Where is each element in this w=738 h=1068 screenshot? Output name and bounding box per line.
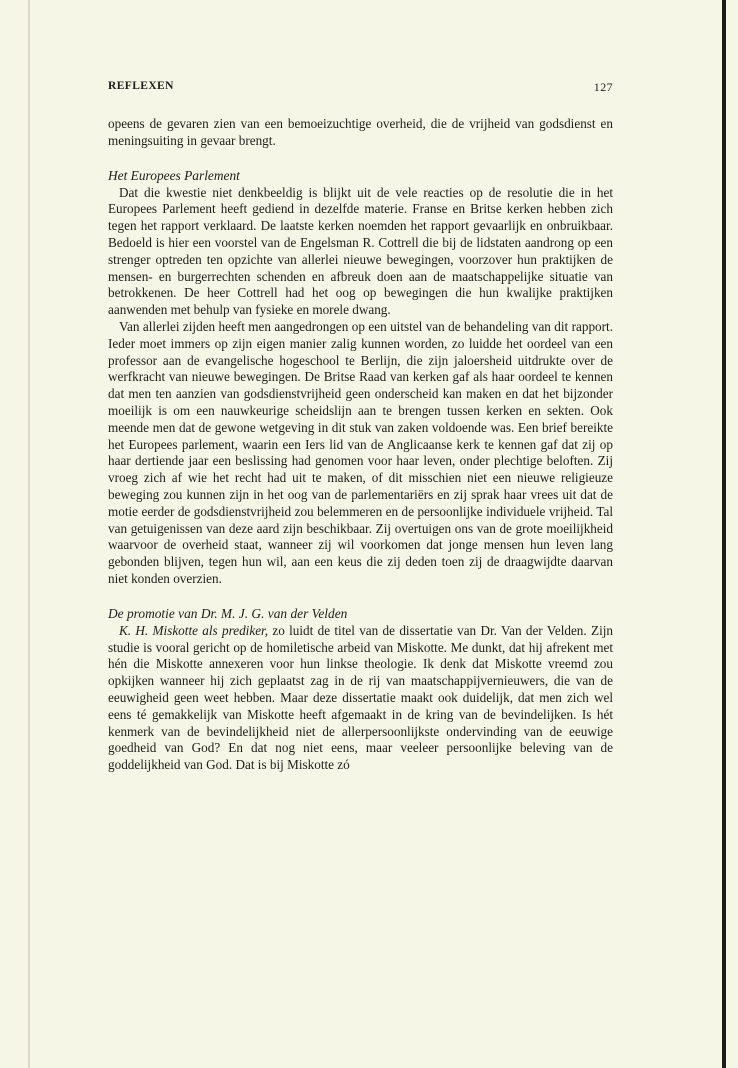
running-title: REFLEXEN [108,80,174,92]
running-header [108,62,613,92]
paragraph-continuation: opeens de gevaren zien van een bemoeizuchtige overheid, die de vrijheid van godsdienst en meningsuiting in gevaar brengt. [108,116,613,148]
section-heading-europees-parlement: Het Europees Parlement [108,167,240,183]
page-edge-left [28,0,30,1068]
section-heading-promotie: De promotie van Dr. M. J. G. van der Velden [108,605,348,621]
page-number: 127 [593,80,613,94]
paragraph: Van allerlei zijden heeft men aangedrongen op een uitstel van de behandeling van dit rapport. Ieder moet immers op zijn eigen manier zalig kunnen worden, zo luidde het oordeel van een professor aan de evangelische hogeschool te Berlijn, die zijn jaloersheid uitdrukte over de werfkracht van nieuwe bewegingen. De Britse Raad van kerken gaf als haar oordeel te kennen dat men ten aanzien van godsdienstvrijheid geen onderscheid kan maken en dat het bijzonder moeilijk is om een nauwkeurige scheidslijn aan te brengen tussen kerken en sekten. Ook meende men dat de gewone wetgeving in dit stuk van zaken voldoende was. Een brief bereikte het Europees parlement, waarin een Iers lid van de Anglicaanse kerk te kennen gaf dat zij op haar dertiende jaar een beslissing had genomen voor haar leven, onder plechtige beloften. Zij vroeg zich af wie het recht had uit te maken, of dit misschien niet een nieuwe religieuze beweging zou kunnen zijn in het oog van de parlementariërs en zij sprak haar vrees uit dat de motie eerder de godsdienstvrijheid zou belemmeren en de persoonlijke individuele vrijheid. Tal van getuigenissen van deze aard zijn beschikbaar. Zij overtuigen ons van de grote moeilijkheid waarvoor de overheid staat, wanneer zij wil voorkomen dat jonge mensen hun leven lang gebonden blijven, tegen hun wil, aan een keus die zij deden toen zij de draagwijdte daarvan niet konden overzien. [108,318,613,586]
dissertation-title: K. H. Miskotte als prediker, [119,622,269,638]
paragraph [108,623,613,774]
book-page [108,62,613,774]
paragraph-text: zo luidt de titel van de dissertatie van Dr. Van der Velden. Zijn studie is vooral gericht op de homiletische arbeid van Miskotte. Me dunkt, dat hij afrekent met hén die Miskotte annexeren voor hun linkse theologie. Ik denk dat Miskotte vreemd zou opkijken wanneer hij zich geplaatst zag in de rij van maatschappijvernieuwers, die van de eeuwigheid geen weet hebben. Maar deze dissertatie maakt ook duidelijk, dat men zich wel eens té gemakkelijk van Miskotte heeft afgemaakt in de kring van de bevindelijken. Is hét kenmerk van de bevindelijkheid niet de allerpersoonlijkste ondervinding van de eeuwige goedheid van God? En dat nog niet eens, maar veeleer persoonlijke beleving van de goddelijkheid van God. Dat is bij Miskotte zó [108,622,613,773]
page-edge-right [722,0,726,1068]
page-content [108,116,613,774]
paragraph: Dat die kwestie niet denkbeeldig is blijkt uit de vele reacties op de resolutie die in het Europees Parlement heeft gediend in dezelfde materie. Franse en Britse kerken hebben zich tegen het rapport verklaard. De laatste kerken noemden het rapport gevaarlijk en onbruikbaar. Bedoeld is hier een voorstel van de Engelsman R. Cottrell die bij de lidstaten aandrong op een strenger optreden ten opzichte van allerlei nieuwe bewegingen, voorzover hun praktijken de mensen- en burgerrechten schenden en afbreuk doen aan de maatschappelijke situatie van betrokkenen. De heer Cottrell had het oog op bewegingen die hun kwalijke praktijken aanwenden met behulp van fysieke en morele dwang. [108,184,613,318]
